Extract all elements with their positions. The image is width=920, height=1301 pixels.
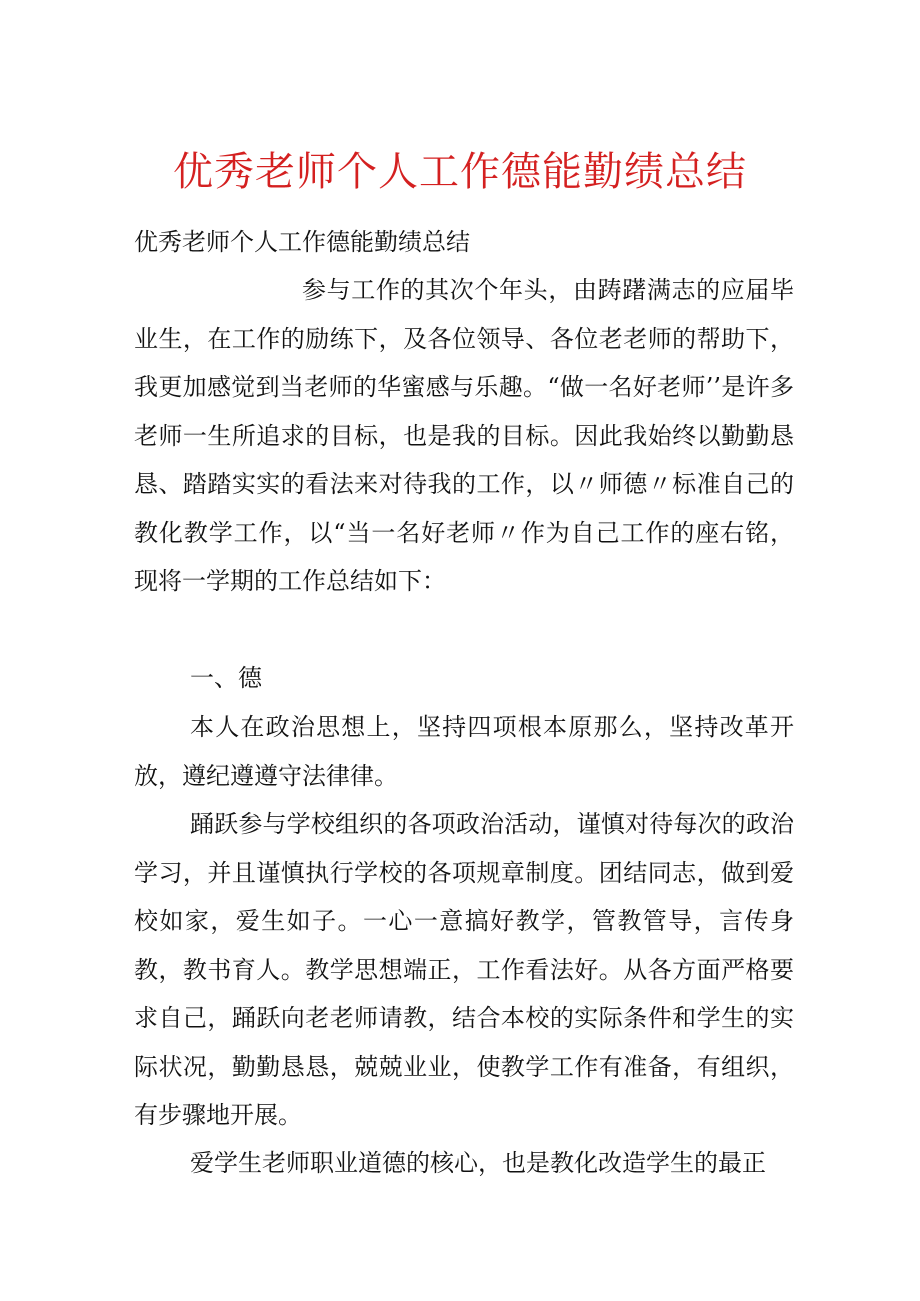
paragraph-1: 本人在政治思想上，坚持四项根本原那么，坚持改革开放，遵纪遵遵守法律律。	[134, 713, 794, 790]
section-heading: 一、德	[190, 664, 262, 692]
paragraph-2: 踊跃参与学校组织的各项政治活动，谨慎对待每次的政治学习，并且谨慎执行学校的各项规章制度。团结同志，做到爱校如家，爱生如子。一心一意搞好教学，管教管导，言传身教，教书育人。教学思想端正，工作看法好。从各方面严格要求自己，踊跃向老老师请教，结合本校的实际条件和学生的实际状况，勤勤恳恳，兢兢业业，使教学工作有准备，有组织，有步骤地开展。	[134, 810, 794, 1129]
intro-paragraph: 参与工作的其次个年头，由踌躇满志的应届毕业生，在工作的励练下，及各位领导、各位老老师的帮助下，我更加感觉到当老师的华蜜感与乐趣。“做一名好老师’’是许多老师一生所追求的目标，也是我的目标。因此我始终以勤勤恳恳、踏踏实实的看法来对待我的工作，以〃师德〃标准自己的教化教学工作，以“当一名好老师〃作为自己工作的座右铭，现将一学期的工作总结如下：	[134, 276, 794, 595]
document-subtitle: 优秀老师个人工作德能勤绩总结	[134, 228, 470, 256]
paragraph-3: 爱学生老师职业道德的核心，也是教化改造学生的最正	[190, 1149, 766, 1177]
document-title: 优秀老师个人工作德能勤绩总结	[173, 149, 747, 195]
